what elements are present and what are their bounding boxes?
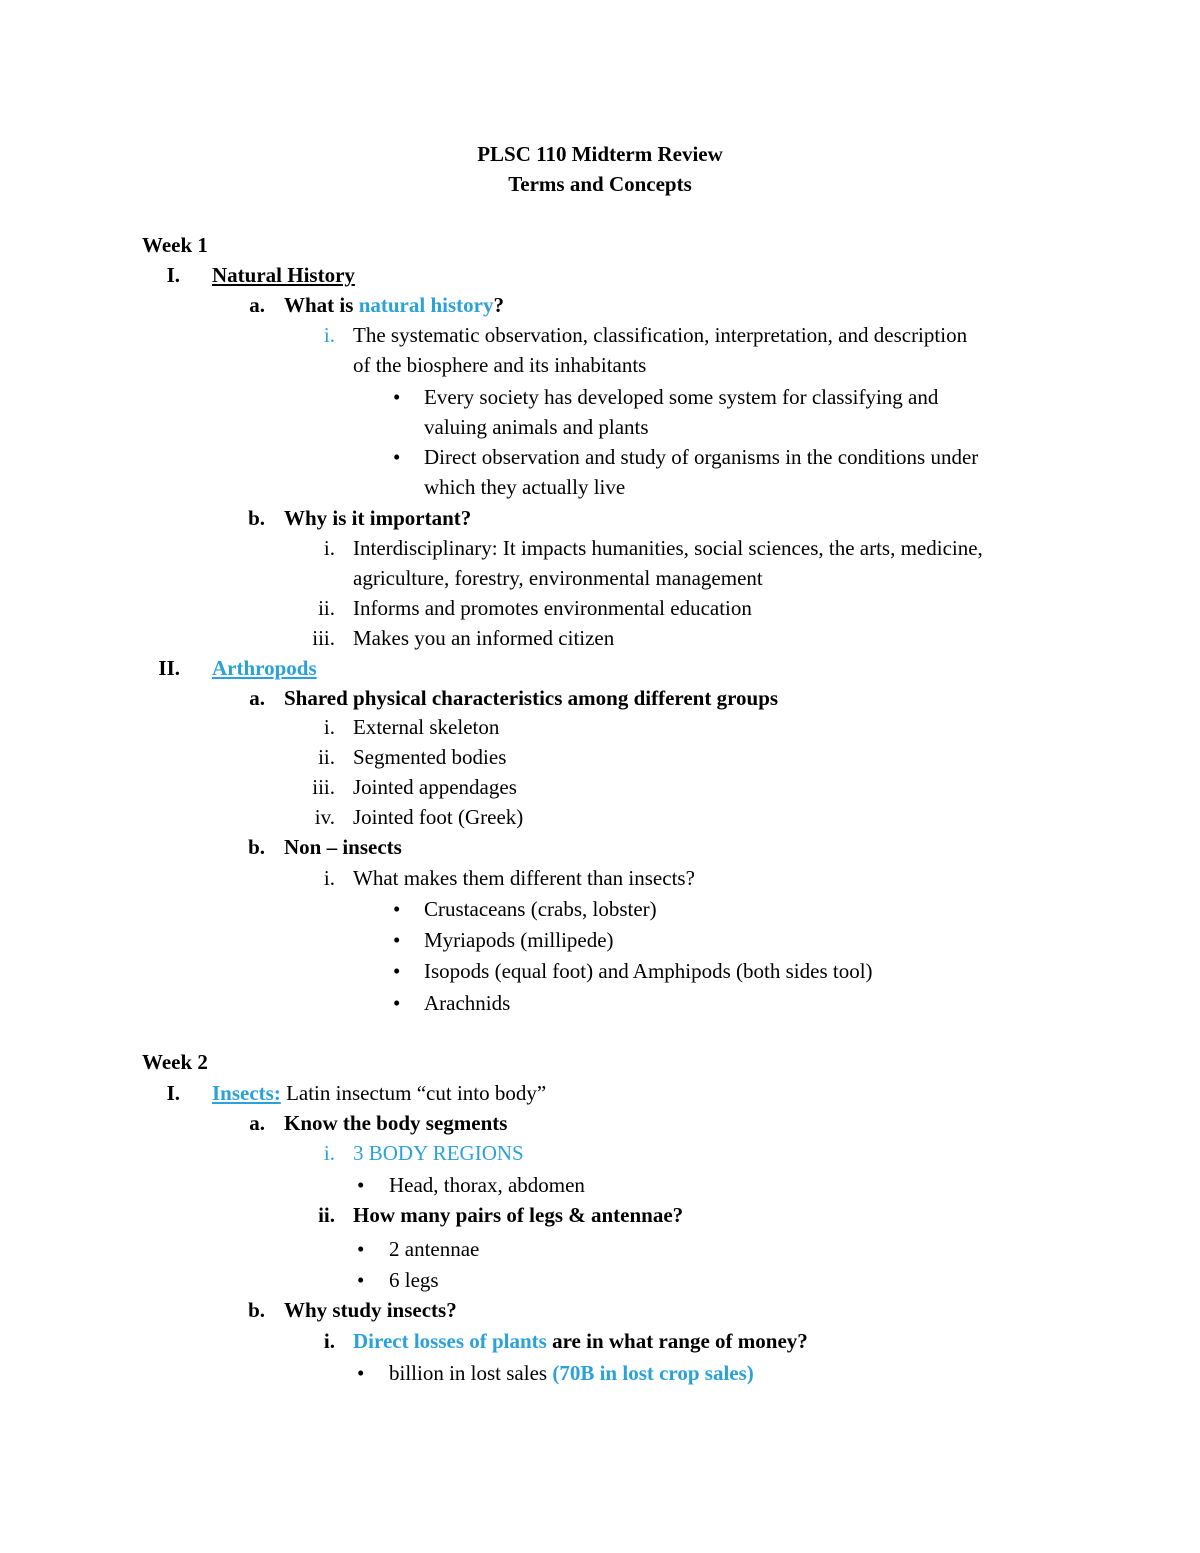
question-direct-losses: Direct losses of plants are in what range of money? (353, 1329, 808, 1353)
list-text: External skeleton (353, 715, 500, 739)
item-marker: ii. (318, 745, 335, 769)
bullet-icon: • (393, 385, 401, 409)
term-direct-losses: Direct losses of plants (353, 1329, 547, 1353)
list-text: Informs and promotes environmental education (353, 596, 752, 620)
list-text: Segmented bodies (353, 745, 507, 769)
item-marker: iii. (312, 626, 335, 650)
term-insects: Insects: (212, 1081, 281, 1105)
item-marker: a. (249, 293, 265, 317)
highlight-70b: (70B in lost crop sales) (552, 1361, 754, 1385)
bullet-text: 6 legs (389, 1268, 439, 1292)
item-marker: i. (323, 1141, 335, 1165)
item-marker: a. (249, 686, 265, 710)
term-natural-history: natural history (358, 293, 494, 317)
item-marker: i. (323, 323, 335, 347)
week-1-heading: Week 1 (142, 233, 208, 257)
bullet-text: Crustaceans (crabs, lobster) (424, 897, 657, 921)
question-body-segments: Know the body segments (284, 1111, 508, 1135)
page-title: PLSC 110 Midterm Review (477, 142, 723, 166)
bullet-icon: • (393, 959, 401, 983)
page-subtitle: Terms and Concepts (508, 172, 692, 196)
item-marker: b. (248, 835, 265, 859)
list-text: Jointed appendages (353, 775, 517, 799)
bullet-text: which they actually live (424, 475, 626, 499)
item-marker: ii. (318, 1203, 335, 1227)
bullet-text: Arachnids (424, 991, 511, 1015)
question-legs-antennae: How many pairs of legs & antennae? (353, 1203, 684, 1227)
item-marker: b. (248, 1298, 265, 1322)
section-number: II. (158, 656, 180, 680)
week-2-heading: Week 2 (142, 1050, 208, 1074)
section-title-natural-history: Natural History (212, 263, 355, 287)
list-text: Interdisciplinary: It impacts humanities, social sciences, the arts, medicine, (353, 536, 983, 560)
item-marker: b. (248, 506, 265, 530)
item-marker: ii. (318, 596, 335, 620)
list-text: What makes them different than insects? (353, 866, 695, 890)
bullet-icon: • (357, 1237, 365, 1261)
bullet-icon: • (393, 897, 401, 921)
item-marker: i. (323, 1329, 335, 1353)
item-marker: i. (323, 715, 335, 739)
list-text: Makes you an informed citizen (353, 626, 615, 650)
question-why-important: Why is it important? (284, 506, 472, 530)
question-shared-characteristics: Shared physical characteristics among different groups (284, 686, 779, 710)
bullet-text: Myriapods (millipede) (424, 928, 614, 952)
question-what-is-natural-history: What is natural history? (284, 293, 504, 317)
definition-line: of the biosphere and its inhabitants (353, 353, 647, 377)
bullet-icon: • (393, 445, 401, 469)
item-marker: iii. (312, 775, 335, 799)
body-regions-text: 3 BODY REGIONS (353, 1141, 524, 1165)
section-number: I. (166, 1081, 180, 1105)
section-title-insects: Insects: Latin insectum “cut into body” (212, 1081, 547, 1105)
bullet-text: Direct observation and study of organisms in the conditions under (424, 445, 979, 469)
bullet-icon: • (393, 991, 401, 1015)
bullet-text: 2 antennae (389, 1237, 480, 1261)
bullet-text: billion in lost sales (70B in lost crop sales) (389, 1361, 754, 1385)
bullet-icon: • (357, 1361, 365, 1385)
definition-line: The systematic observation, classification, interpretation, and description (353, 323, 968, 347)
item-marker: i. (323, 536, 335, 560)
section-title-arthropods: Arthropods (212, 656, 317, 680)
bullet-icon: • (393, 928, 401, 952)
bullet-text: Head, thorax, abdomen (389, 1173, 585, 1197)
item-marker: a. (249, 1111, 265, 1135)
bullet-icon: • (357, 1268, 365, 1292)
list-text: Jointed foot (Greek) (353, 805, 524, 829)
item-marker: i. (323, 866, 335, 890)
question-why-study-insects: Why study insects? (284, 1298, 457, 1322)
question-non-insects: Non – insects (284, 835, 402, 859)
bullet-text: valuing animals and plants (424, 415, 649, 439)
item-marker: iv. (314, 805, 335, 829)
bullet-icon: • (357, 1173, 365, 1197)
list-text: agriculture, forestry, environmental management (353, 566, 763, 590)
bullet-text: Every society has developed some system for classifying and (424, 385, 939, 409)
bullet-text: Isopods (equal foot) and Amphipods (both sides tool) (424, 959, 873, 983)
section-number: I. (166, 263, 180, 287)
